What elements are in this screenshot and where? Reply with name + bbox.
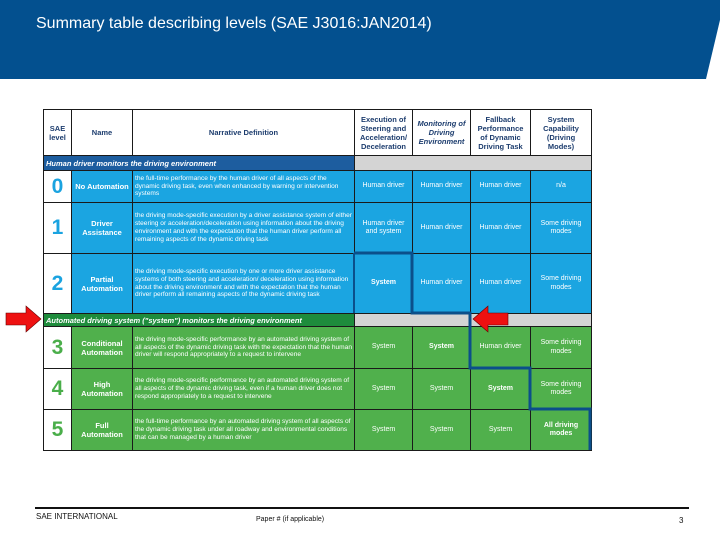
- level-name: No Automation: [72, 171, 133, 203]
- level-number: 1: [44, 203, 72, 254]
- capability-cell: Some driving modes: [531, 327, 592, 369]
- level-number: 3: [44, 327, 72, 369]
- table-row: [44, 410, 592, 451]
- section-system: [44, 314, 592, 327]
- execution-cell: System: [355, 410, 413, 451]
- footer-page-number: 3: [679, 516, 684, 525]
- level-name: Driver Assistance: [72, 203, 133, 254]
- footer-org: SAE INTERNATIONAL: [36, 512, 118, 521]
- level-number: 2: [44, 254, 72, 314]
- section-system-label: Automated driving system ("system") monitors the driving environment: [44, 314, 355, 327]
- fallback-cell: System: [471, 369, 531, 410]
- narrative-definition: the driving mode-specific performance by an automated driving system of all aspects of the dynamic driving task with the expectation that the human driver will respond appropriately to a request to intervene: [133, 327, 355, 369]
- level-name: Partial Automation: [72, 254, 133, 314]
- table-row: [44, 171, 592, 203]
- execution-cell: Human driver and system: [355, 203, 413, 254]
- section-human-label: Human driver monitors the driving environment: [44, 156, 355, 171]
- header-level: SAE level: [44, 110, 72, 156]
- level-number: 0: [44, 171, 72, 203]
- section-human: [44, 156, 592, 171]
- fallback-cell: Human driver: [471, 171, 531, 203]
- sae-levels-table: [43, 109, 592, 451]
- monitoring-cell: System: [413, 410, 471, 451]
- level-name: Full Automation: [72, 410, 133, 451]
- monitoring-cell: System: [413, 327, 471, 369]
- red-arrow-right-icon: [6, 306, 41, 332]
- header-name: Name: [72, 110, 133, 156]
- slide-title: Summary table describing levels (SAE J3016:JAN2014): [36, 15, 432, 32]
- capability-cell: Some driving modes: [531, 203, 592, 254]
- fallback-cell: Human driver: [471, 327, 531, 369]
- level-number: 4: [44, 369, 72, 410]
- execution-cell: System: [355, 369, 413, 410]
- monitoring-cell: System: [413, 369, 471, 410]
- capability-cell: Some driving modes: [531, 254, 592, 314]
- capability-cell: All driving modes: [531, 410, 592, 451]
- header-execution: Execution of Steering and Acceleration/ Deceleration: [355, 110, 413, 156]
- table-row: [44, 327, 592, 369]
- header-fallback: Fallback Performance of Dynamic Driving Task: [471, 110, 531, 156]
- capability-cell: Some driving modes: [531, 369, 592, 410]
- header-narrative: Narrative Definition: [133, 110, 355, 156]
- execution-cell: Human driver: [355, 171, 413, 203]
- fallback-cell: System: [471, 410, 531, 451]
- footer-divider: [35, 507, 689, 509]
- fallback-cell: Human driver: [471, 203, 531, 254]
- header-row: [44, 110, 592, 156]
- narrative-definition: the driving mode-specific execution by a driver assistance system of either steering or acceleration/deceleration using information about the driving environment and with the expectation that the human driver perform all remaining aspects of the dynamic driving task: [133, 203, 355, 254]
- capability-cell: n/a: [531, 171, 592, 203]
- level-name: Conditional Automation: [72, 327, 133, 369]
- execution-cell: System: [355, 327, 413, 369]
- table-row: [44, 203, 592, 254]
- narrative-definition: the driving mode-specific performance by an automated driving system of all aspects of the dynamic driving task, even if a human driver does not respond appropriately to a request to intervene: [133, 369, 355, 410]
- header-capability: System Capability (Driving Modes): [531, 110, 592, 156]
- narrative-definition: the full-time performance by an automated driving system of all aspects of the dynamic driving task under all roadway and environmental conditions that can be managed by a human driver: [133, 410, 355, 451]
- execution-cell: System: [355, 254, 413, 314]
- fallback-cell: Human driver: [471, 254, 531, 314]
- monitoring-cell: Human driver: [413, 203, 471, 254]
- monitoring-cell: Human driver: [413, 254, 471, 314]
- narrative-definition: the full-time performance by the human driver of all aspects of the dynamic driving task, even when enhanced by warning or intervention systems: [133, 171, 355, 203]
- table-row: [44, 254, 592, 314]
- header-band: [0, 0, 720, 79]
- header-monitoring: Monitoring of Driving Environment: [413, 110, 471, 156]
- table-row: [44, 369, 592, 410]
- narrative-definition: the driving mode-specific execution by one or more driver assistance systems of both steering and acceleration/ deceleration using information about the driving environment and with the expectation that the human driver perform all remaining aspects of the dynamic driving task: [133, 254, 355, 314]
- monitoring-cell: Human driver: [413, 171, 471, 203]
- level-number: 5: [44, 410, 72, 451]
- level-name: High Automation: [72, 369, 133, 410]
- footer-paper: Paper # (if applicable): [256, 516, 325, 523]
